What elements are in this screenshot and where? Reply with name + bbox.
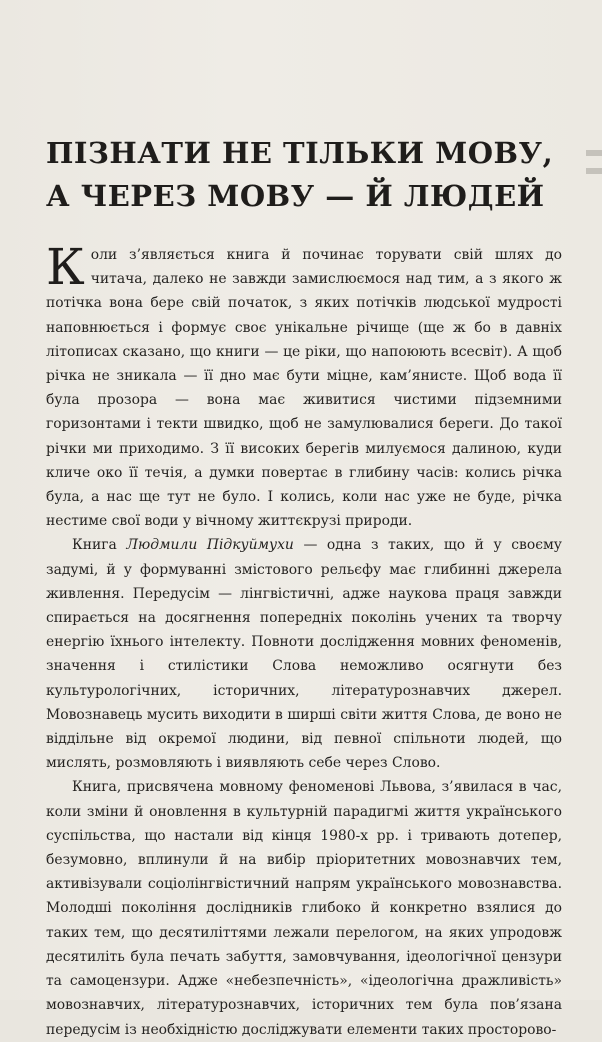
- chapter-title: [46, 132, 566, 218]
- paragraph-2-text: — одна з таких, що й у своєму задумі, й у формуванні змістового рельєфу має глибинні джерела живлення. Передусім — лінгвістичні, адже наукова праця завжди спирається на досягнення попередніх поколінь учених та творчу енергію їхнього інтелекту. Повноти дослідження мовних феноменів, значення і стилістики Слова неможливо осягнути без культурологічних, історичних, літературознавчих джерел. Мовознавець мусить виходити в ширші світи життя Слова, де воно не віддільне від окремої людини, від певної спільноти людей, що мислять, розмовляють і виявляють себе через Слово.: [46, 537, 562, 772]
- body-text: [46, 238, 562, 1042]
- paragraph-1-text: оли з’являється книга й починає торувати свій шлях до читача, далеко не завжди замислюємося над тим, а з якого ж потічка вона бере свій початок, з яких потічків людської мудрості наповнюється і формує своє унікальне річище (ще ж бо в давніх літописах сказано, що книги — це ріки, що напоюють всесвіт). А щоб річка не зникала — її дно має бути міцне, кам’янисте. Щоб вода її була прозора — вона має живитися чистими підземними горизонтами і текти швидко, щоб не замулювалися береги. До такої річки ми приходимо. З її високих берегів милуємося далиною, куди кличе око її течія, а думки повертає в глибину часів: колись річка була, а нас ще тут не було. І колись, коли нас уже не буде, річка нестиме свої води у вічному життєкрузі природи.: [46, 247, 562, 530]
- adjacent-page-edge: [586, 150, 602, 156]
- paragraph-3-text: Книга, присвячена мовному феноменові Львова, з’явилася в час, коли зміни й оновлення в культурній парадигмі життя українського суспільства, що настали від кінця 1980-х рр. і тривають дотепер, безумовно, вплинули й на вибір пріоритетних мовознавчих тем, активізували соціолінгвістичний напрям українського мовознавства. Молодші покоління дослідників глибоко й конкретно взялися до таких тем, що десятиліттями лежали перелогом, на яких упродовж десятиліть була печать забуття, замовчування, ідеологічної цензури та самоцензури. Адже «небезпечність», «ідеологічна дражливість» мовознавчих, літературознавчих, історичних тем була пов’язана передусім із необхідністю досліджувати елементи таких просторово-: [46, 779, 562, 1038]
- chapter-title-line-1: ПІЗНАТИ НЕ ТІЛЬКИ МОВУ,: [46, 136, 554, 170]
- paragraph-2: [46, 533, 562, 775]
- adjacent-page-edge: [586, 168, 602, 174]
- paragraph-2-prefix: Книга: [72, 537, 127, 554]
- author-name: Людмили Підкуймухи: [126, 537, 294, 554]
- paragraph-3: [46, 775, 562, 1041]
- chapter-title-line-2: А ЧЕРЕЗ МОВУ — Й ЛЮДЕЙ: [46, 179, 545, 213]
- drop-cap: К: [46, 238, 85, 296]
- paragraph-1: [46, 238, 562, 533]
